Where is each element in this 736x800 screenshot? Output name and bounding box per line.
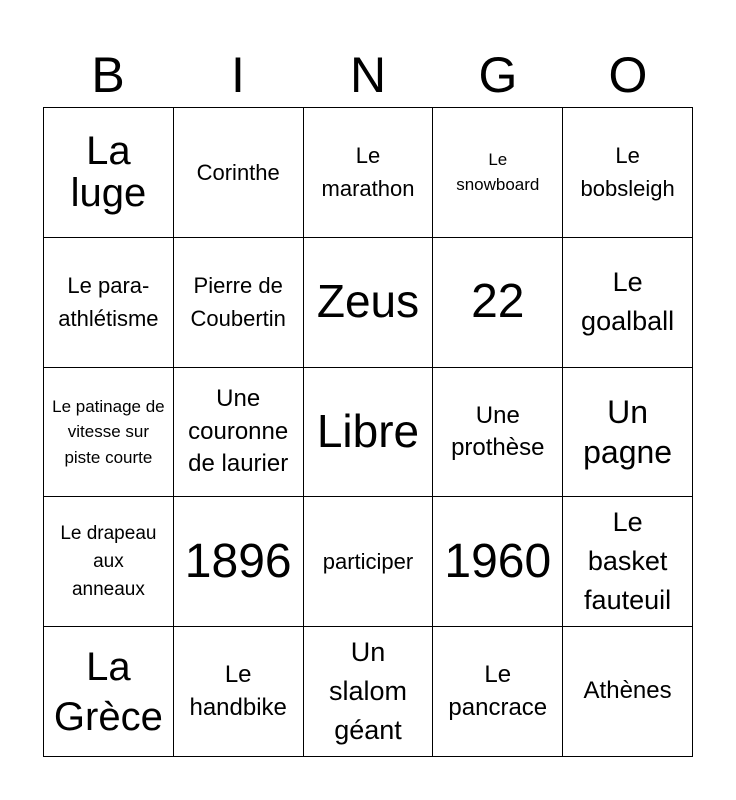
cell-text: Le snowboard <box>456 149 540 195</box>
header-letter-b: B <box>91 47 125 103</box>
cell-text: Le handbike <box>189 661 287 721</box>
cell-text: 22 <box>471 275 525 329</box>
bingo-cell[interactable] <box>433 368 563 498</box>
cell-text: Le goalball <box>581 267 675 337</box>
bingo-cell[interactable] <box>44 108 174 238</box>
bingo-cell[interactable] <box>304 108 434 238</box>
cell-text: Le basket fauteuil <box>584 507 672 616</box>
bingo-cell[interactable] <box>563 368 693 498</box>
cell-text: Une couronne de laurier <box>188 385 289 478</box>
bingo-cell[interactable] <box>304 627 434 757</box>
header-letter-i: I <box>231 47 245 103</box>
header-letter-o: O <box>608 47 648 103</box>
cell-text: Une prothèse <box>451 401 545 461</box>
cell-text: Pierre de Coubertin <box>190 273 286 332</box>
bingo-cell[interactable] <box>44 368 174 498</box>
bingo-cell[interactable] <box>44 627 174 757</box>
bingo-cell[interactable] <box>174 238 304 368</box>
cell-text: La luge <box>70 129 147 216</box>
cell-text: Athènes <box>583 677 672 705</box>
bingo-cell[interactable] <box>304 368 434 498</box>
cell-text: Le para-athlétisme <box>58 273 159 332</box>
bingo-cell[interactable] <box>304 497 434 627</box>
cell-text: Un slalom géant <box>328 636 407 746</box>
bingo-cell[interactable] <box>563 108 693 238</box>
cell-text: Le pancrace <box>448 661 548 721</box>
bingo-cell[interactable] <box>563 627 693 757</box>
cell-text: 1960 <box>444 534 552 588</box>
header-letter-g: G <box>478 47 518 103</box>
bingo-cell[interactable] <box>433 108 563 238</box>
bingo-cell[interactable] <box>563 497 693 627</box>
cell-text: Le marathon <box>321 143 415 202</box>
bingo-cell[interactable] <box>174 108 304 238</box>
bingo-cell[interactable] <box>433 497 563 627</box>
bingo-cell[interactable] <box>174 368 304 498</box>
bingo-board <box>43 107 693 757</box>
cell-text: Le bobsleigh <box>580 143 675 202</box>
cell-text: Libre <box>316 405 420 458</box>
bingo-cell[interactable] <box>174 497 304 627</box>
bingo-cell[interactable] <box>304 238 434 368</box>
cell-text: Le patinage de vitesse sur piste courte <box>52 396 165 467</box>
bingo-cell[interactable] <box>44 238 174 368</box>
header-letter-n: N <box>349 47 387 103</box>
cell-text: Un pagne <box>583 393 673 470</box>
bingo-header <box>43 42 693 108</box>
cell-text: Corinthe <box>196 159 280 185</box>
bingo-cell[interactable] <box>174 627 304 757</box>
cell-text: participer <box>322 549 414 575</box>
cell-text: 1896 <box>184 534 292 588</box>
bingo-cell[interactable] <box>433 238 563 368</box>
cell-text: Zeus <box>316 275 420 328</box>
bingo-cell[interactable] <box>433 627 563 757</box>
bingo-cell[interactable] <box>44 497 174 627</box>
cell-text: Le drapeau aux anneaux <box>60 523 157 600</box>
cell-text: La Grèce <box>53 644 163 739</box>
bingo-cell[interactable] <box>563 238 693 368</box>
